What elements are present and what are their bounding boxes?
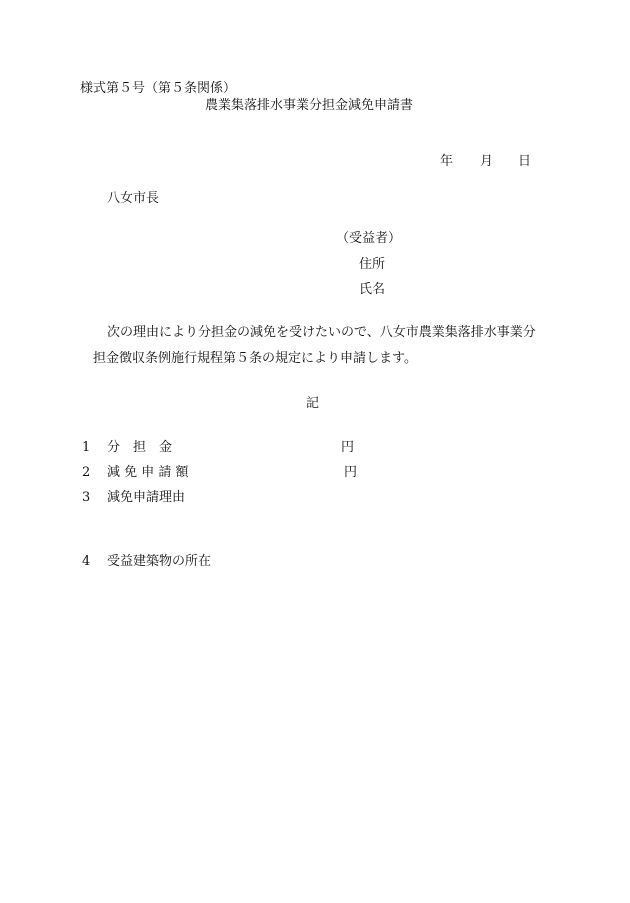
item-1-unit: 円 — [341, 440, 355, 455]
item-2-unit: 円 — [344, 465, 358, 480]
ki-heading: 記 — [306, 396, 320, 411]
name-label: 氏名 — [359, 282, 386, 297]
item-1-label: 分 担 金 — [107, 440, 173, 455]
addressee: 八女市長 — [107, 191, 160, 206]
item-4-number: 4 — [82, 554, 91, 569]
date-day: 日 — [518, 154, 532, 169]
item-3-number: 3 — [82, 490, 91, 505]
address-label: 住所 — [359, 257, 386, 272]
item-2-number: 2 — [82, 465, 91, 480]
item-2-label: 減 免 申 請 額 — [107, 465, 189, 480]
date-month: 月 — [480, 154, 494, 169]
applicant-label: （受益者） — [336, 231, 402, 246]
item-1-number: 1 — [82, 440, 91, 455]
item-3-label: 減免申請理由 — [107, 490, 186, 505]
item-4-label: 受益建築物の所在 — [107, 554, 212, 569]
body-line-2: 担金徴収条例施行規程第５条の規定により申請します。 — [93, 351, 417, 366]
body-line-1: 次の理由により分担金の減免を受けたいので、八女市農業集落排水事業分 — [107, 325, 536, 340]
form-number: 様式第５号（第５条関係） — [80, 81, 237, 96]
date-year: 年 — [440, 154, 454, 169]
document-title: 農業集落排水事業分担金減免申請書 — [205, 98, 414, 113]
